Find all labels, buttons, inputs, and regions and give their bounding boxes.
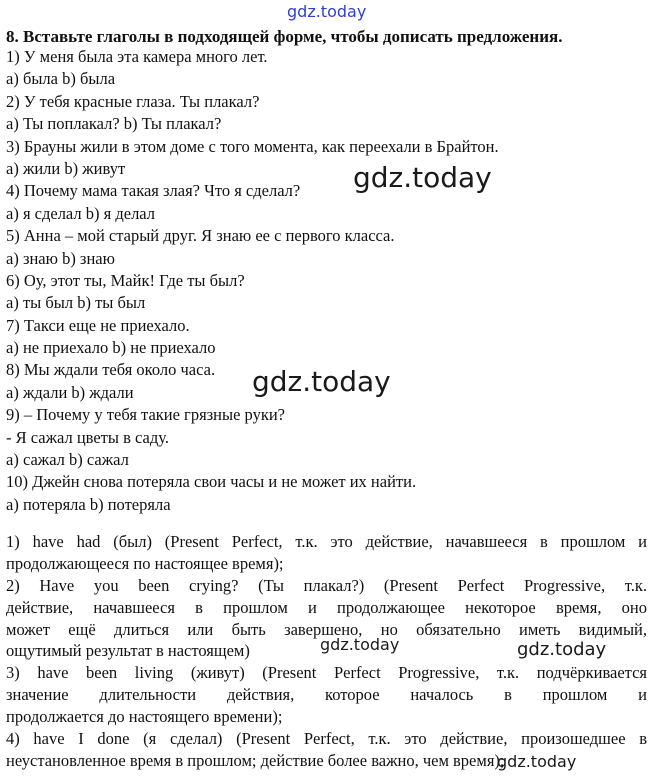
explanation-line: действие, начавшееся в прошлом и продолжающее некоторое время, оно (6, 597, 647, 617)
explanation-line: 1) have had (был) (Present Perfect, т.к. это действие, начавшееся в прошлом и (6, 532, 647, 551)
explanation-line: может ещё длиться или быть завершено, но обязательно иметь видимый, (6, 619, 647, 639)
answer-option-line: a) Ты поплакал? b) Ты плакал? (6, 114, 222, 134)
sentence-line: 10) Джейн снова потеряла свои часы и не может их найти. (6, 472, 417, 492)
watermark-small-2: gdz.today (517, 639, 607, 660)
answer-option-line: a) знаю b) знаю (6, 248, 115, 268)
answer-option-line: a) я сделал b) я делал (6, 203, 155, 223)
answer-option-line: a) потеряла b) потеряла (6, 494, 171, 514)
explanation-line: значение длительности действия, которое началось в прошлом и (6, 685, 647, 705)
explanation-line: неустановленное время в прошлом; действие более важно, чем время); (6, 750, 505, 770)
sentence-line: 7) Такси еще не приехало. (6, 315, 190, 335)
explanation-line: 3) have been living (живут) (Present Perfect Progressive, т.к. подчёркивается (6, 663, 647, 683)
sentence-line: 5) Анна – мой старый друг. Я знаю ее с первого класса. (6, 226, 395, 246)
watermark-small-1: gdz.today (320, 635, 400, 654)
answer-option-line: a) ты был b) ты был (6, 293, 146, 313)
explanation-line: продолжающееся по настоящее время); (6, 553, 284, 573)
explanation-line: ощутимый результат в настоящем) (6, 641, 250, 661)
sentence-line: - Я сажал цветы в саду. (6, 427, 169, 447)
answer-option-line: a) ждали b) ждали (6, 382, 134, 402)
answer-option-line: a) не приехало b) не приехало (6, 338, 216, 358)
explanation-line: продолжается до настоящего времени); (6, 707, 283, 727)
sentence-line: 1) У меня была эта камера много лет. (6, 47, 268, 66)
exercise-sentences (6, 46, 651, 516)
answer-option-line: a) сажал b) сажал (6, 450, 129, 470)
sentence-line: 8) Мы ждали тебя около часа. (6, 360, 216, 380)
explanation-line: 4) have I done (я сделал) (Present Perfect, т.к. это действие, произошедшее в (6, 729, 647, 749)
explanation-line: 2) Have you been crying? (Ты плакал?) (Present Perfect Progressive, т.к. (6, 575, 647, 595)
exercise-title: 8. Вставьте глаголы в подходящей форме, чтобы дописать предложения. (6, 27, 563, 46)
watermark-bottom: gdz.today (497, 752, 577, 771)
watermark-top: gdz.today (287, 2, 367, 21)
answer-option-line: a) жили b) живут (6, 158, 126, 178)
sentence-line: 9) – Почему у тебя такие грязные руки? (6, 405, 286, 425)
sentence-line: 2) У тебя красные глаза. Ты плакал? (6, 91, 260, 111)
sentence-line: 4) Почему мама такая злая? Что я сделал? (6, 181, 301, 201)
watermark-mid-1: gdz.today (353, 161, 492, 194)
answer-option-line: a) была b) была (6, 69, 116, 89)
watermark-mid-2: gdz.today (252, 365, 391, 398)
sentence-line: 3) Брауны жили в этом доме с того момента, как переехали в Брайтон. (6, 136, 499, 156)
sentence-line: 6) Оу, этот ты, Майк! Где ты был? (6, 270, 245, 290)
